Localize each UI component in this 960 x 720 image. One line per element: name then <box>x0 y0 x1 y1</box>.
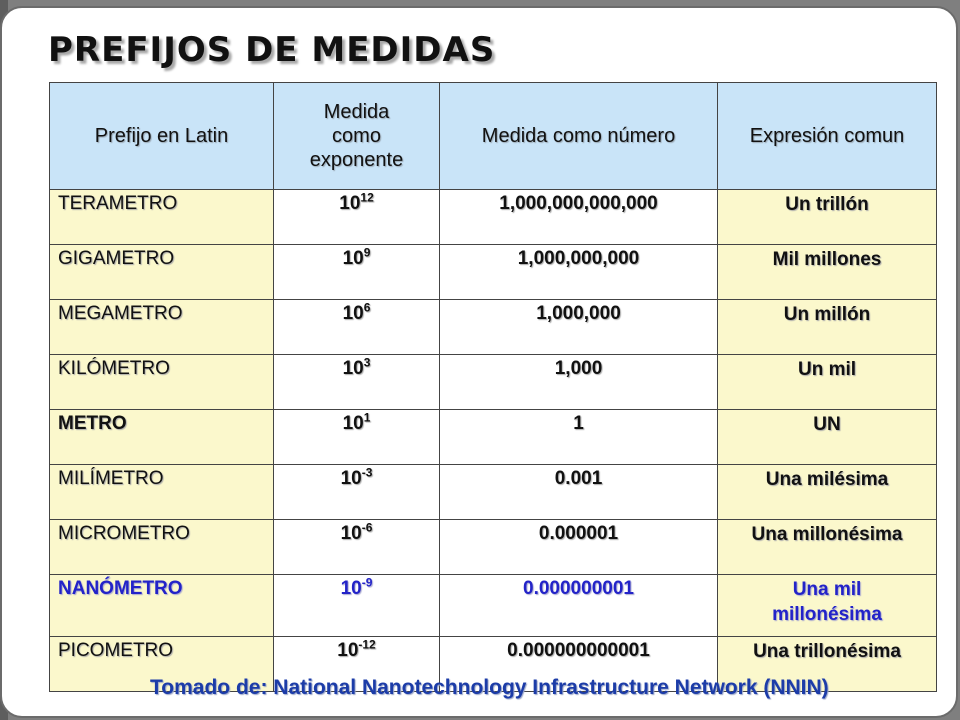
number-cell: 0.000000001 <box>440 575 718 637</box>
exponent-power: 6 <box>363 300 371 315</box>
source-credit: Tomado de: National Nanotechnology Infrastructure Network (NNIN) <box>150 676 829 699</box>
exponent-power: 9 <box>363 245 371 260</box>
expression-cell: UN <box>718 410 937 465</box>
exponent-power: 3 <box>363 355 371 370</box>
exponent-power: -12 <box>358 637 376 652</box>
prefix-cell: KILÓMETRO <box>50 355 274 410</box>
exponent-cell <box>274 465 440 520</box>
table-row <box>50 190 937 245</box>
table-row-highlighted <box>50 575 937 637</box>
table-row <box>50 355 937 410</box>
prefix-cell: TERAMETRO <box>50 190 274 245</box>
exponent-cell <box>274 355 440 410</box>
exponent-base: 10 <box>340 468 362 489</box>
expression-cell: Una trillonésima <box>718 637 937 692</box>
number-cell: 1,000,000,000 <box>440 245 718 300</box>
exponent-power: 1 <box>363 410 371 425</box>
exponent-base: 10 <box>340 578 362 599</box>
exponent-base: 10 <box>342 303 364 324</box>
number-cell: 0.000000000001 <box>440 637 718 692</box>
prefix-cell: MILÍMETRO <box>50 465 274 520</box>
header-expression: Expresión comun <box>718 83 937 190</box>
expression-cell: Una milésima <box>718 465 937 520</box>
table-row <box>50 245 937 300</box>
exponent-power: -6 <box>361 520 373 535</box>
exponent-power: -9 <box>361 575 373 590</box>
exponent-power: -3 <box>361 465 373 480</box>
exponent-cell <box>274 575 440 637</box>
header-exponent <box>274 83 440 190</box>
number-cell: 1 <box>440 410 718 465</box>
expression-cell: Mil millones <box>718 245 937 300</box>
prefix-cell: MICROMETRO <box>50 520 274 575</box>
table-row <box>50 410 937 465</box>
exponent-base: 10 <box>339 193 361 214</box>
number-cell: 0.000001 <box>440 520 718 575</box>
header-exponent-label: Medida como exponente <box>309 101 404 171</box>
expression-cell: Una millonésima <box>718 520 937 575</box>
table-header-row <box>50 83 937 190</box>
prefix-cell: NANÓMETRO <box>50 575 274 637</box>
exponent-base: 10 <box>342 413 364 434</box>
expression-cell: Un millón <box>718 300 937 355</box>
number-cell: 1,000,000 <box>440 300 718 355</box>
table-row <box>50 300 937 355</box>
exponent-base: 10 <box>342 248 364 269</box>
prefix-table <box>49 82 937 692</box>
table-row <box>50 465 937 520</box>
number-cell: 1,000,000,000,000 <box>440 190 718 245</box>
number-cell: 0.001 <box>440 465 718 520</box>
exponent-cell <box>274 410 440 465</box>
exponent-cell <box>274 300 440 355</box>
exponent-cell <box>274 190 440 245</box>
expression-cell <box>718 575 937 637</box>
exponent-base: 10 <box>342 358 364 379</box>
prefix-cell: GIGAMETRO <box>50 245 274 300</box>
exponent-cell <box>274 245 440 300</box>
prefix-cell: METRO <box>50 410 274 465</box>
expression-cell: Un mil <box>718 355 937 410</box>
exponent-cell <box>274 520 440 575</box>
number-cell: 1,000 <box>440 355 718 410</box>
exponent-power: 12 <box>360 190 374 205</box>
header-number: Medida como número <box>440 83 718 190</box>
exponent-base: 10 <box>340 523 362 544</box>
table-row <box>50 520 937 575</box>
prefix-cell: PICOMETRO <box>50 637 274 692</box>
expression-text: Una mil millonésima <box>772 579 882 625</box>
prefix-cell: MEGAMETRO <box>50 300 274 355</box>
page-title: PREFIJOS DE MEDIDAS <box>48 30 496 70</box>
expression-cell: Un trillón <box>718 190 937 245</box>
header-prefix: Prefijo en Latin <box>50 83 274 190</box>
exponent-base: 10 <box>337 640 359 661</box>
